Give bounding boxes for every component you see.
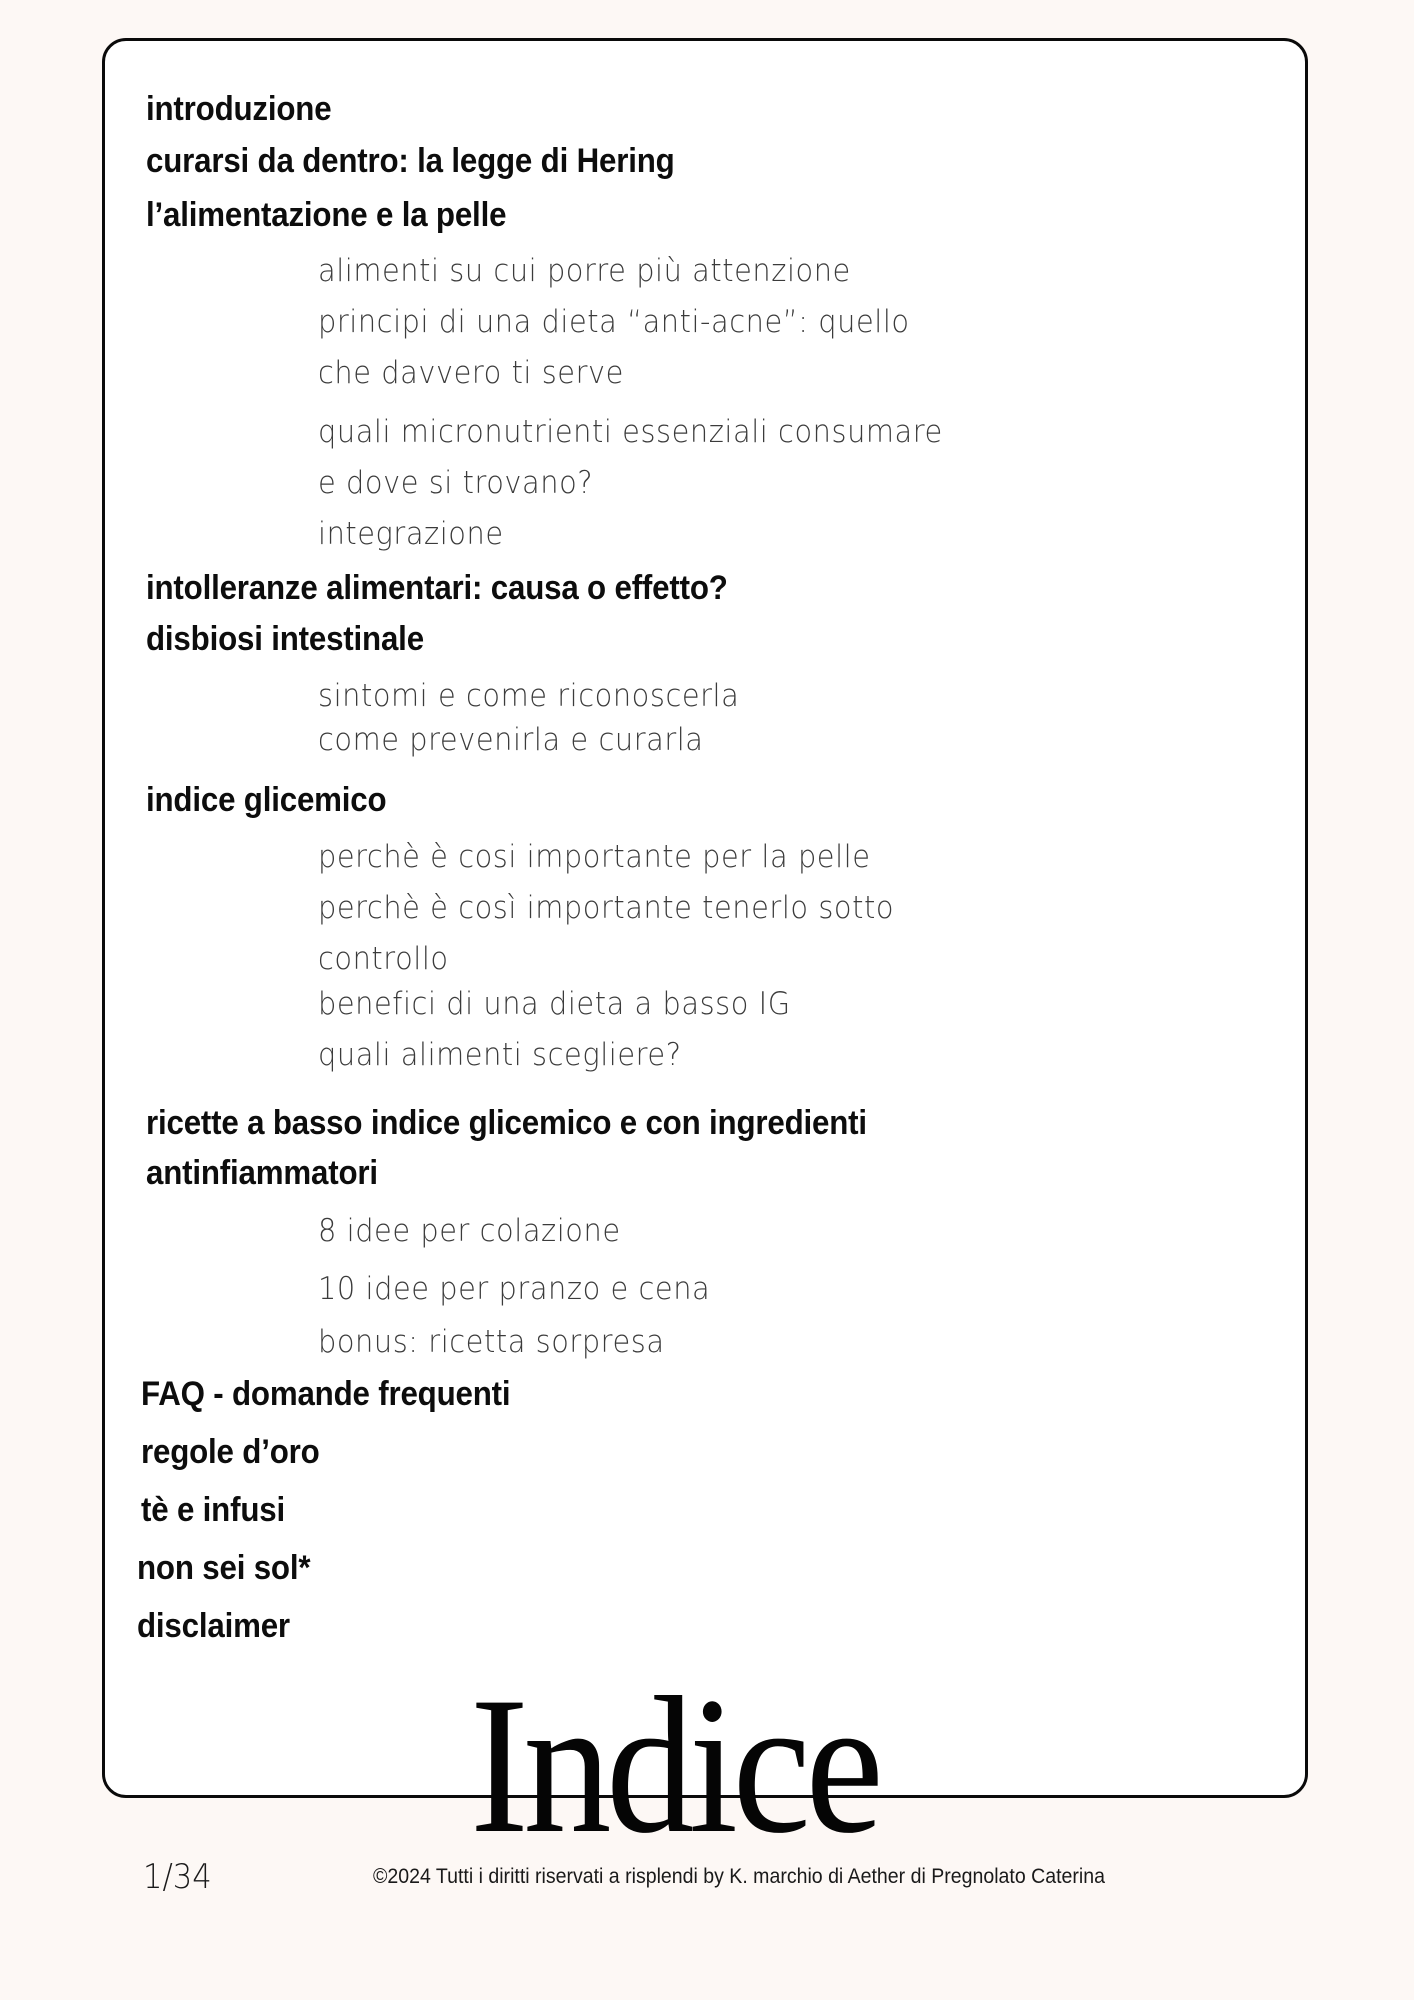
toc-subitem: quali micronutrienti essenziali consumare xyxy=(318,414,943,450)
toc-subitem: come prevenirla e curarla xyxy=(318,722,704,758)
toc-heading: disbiosi intestinale xyxy=(146,620,424,658)
page-number: 1/34 xyxy=(143,1857,212,1897)
toc-heading: ricette a basso indice glicemico e con ingredienti xyxy=(146,1104,867,1142)
page-title: Indice xyxy=(470,1657,879,1874)
toc-heading: l’alimentazione e la pelle xyxy=(146,196,507,234)
toc-heading: non sei sol* xyxy=(137,1549,311,1587)
toc-subitem: perchè è così importante tenerlo sotto xyxy=(318,890,895,926)
toc-subitem: sintomi e come riconoscerla xyxy=(318,678,740,714)
toc-heading: tè e infusi xyxy=(141,1491,285,1529)
toc-subitem: 8 idee per colazione xyxy=(318,1213,621,1249)
toc-heading: regole d’oro xyxy=(141,1433,320,1471)
toc-heading: disclaimer xyxy=(137,1607,290,1645)
toc-heading: indice glicemico xyxy=(146,781,387,819)
toc-heading: curarsi da dentro: la legge di Hering xyxy=(146,142,675,180)
toc-subitem: quali alimenti scegliere? xyxy=(318,1037,682,1073)
toc-subitem: bonus: ricetta sorpresa xyxy=(318,1324,665,1360)
toc-subitem: perchè è cosi importante per la pelle xyxy=(318,839,871,875)
toc-heading: antinfiammatori xyxy=(146,1154,378,1192)
toc-heading: FAQ - domande frequenti xyxy=(141,1375,511,1413)
toc-subitem: alimenti su cui porre più attenzione xyxy=(318,253,851,289)
toc-subitem: controllo xyxy=(318,941,449,977)
toc-subitem: principi di una dieta “anti-acne”: quello xyxy=(318,304,910,340)
copyright-notice: ©2024 Tutti i diritti riservati a risplendi by K. marchio di Aether di Pregnolato Caterina xyxy=(373,1865,1105,1888)
toc-heading: intolleranze alimentari: causa o effetto? xyxy=(146,569,728,607)
toc-subitem: che davvero ti serve xyxy=(318,355,624,391)
toc-subitem: benefici di una dieta a basso IG xyxy=(318,986,791,1022)
toc-subitem: 10 idee per pranzo e cena xyxy=(318,1271,711,1307)
toc-subitem: integrazione xyxy=(318,516,504,552)
toc-subitem: e dove si trovano? xyxy=(318,465,594,501)
toc-heading: introduzione xyxy=(146,90,332,128)
